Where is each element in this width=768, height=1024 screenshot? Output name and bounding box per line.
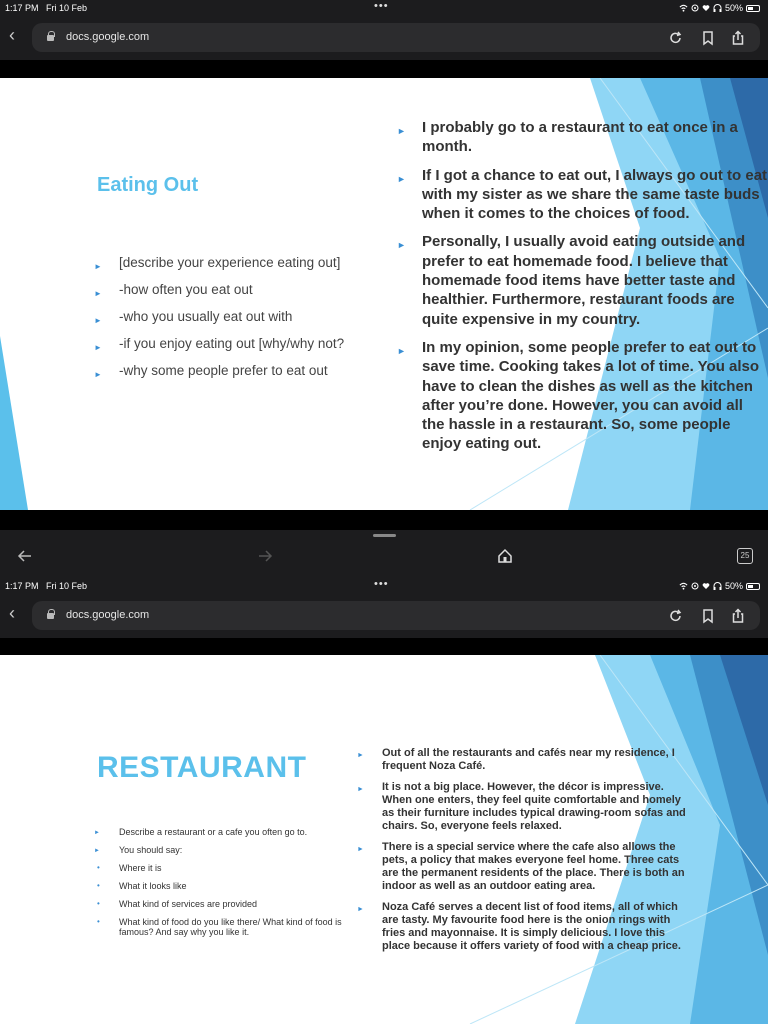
forward-arrow-icon[interactable]	[257, 548, 273, 564]
list-item: ► -why some people prefer to eat out	[94, 361, 384, 380]
browser-toolbar	[0, 16, 768, 60]
list-item: ► -who you usually eat out with	[94, 307, 384, 326]
prompt-list	[94, 827, 362, 945]
home-icon[interactable]	[497, 548, 513, 564]
multitask-dots[interactable]: •••	[374, 578, 389, 590]
bookmark-icon[interactable]	[700, 30, 716, 46]
slide-eating-out	[0, 78, 768, 510]
share-icon[interactable]	[730, 608, 746, 624]
lock-icon	[46, 609, 55, 620]
slide-title: Eating Out	[97, 174, 199, 196]
prompt-list	[94, 253, 384, 388]
split-handle[interactable]	[373, 534, 396, 537]
back-arrow-icon[interactable]	[17, 548, 33, 564]
list-item: ► You should say:	[94, 845, 362, 855]
spacer	[0, 510, 768, 530]
list-item: • What it looks like	[94, 881, 362, 891]
list-item: ► Out of all the restaurants and cafés near my residence, I frequent Noza Café.	[357, 747, 687, 773]
status-time: 1:17 PM Fri 10 Feb	[5, 3, 88, 13]
wifi-icon	[679, 4, 688, 12]
bookmark-icon[interactable]	[700, 608, 716, 624]
heart-icon	[702, 4, 710, 12]
list-item: ► -if you enjoy eating out [why/why not?	[94, 334, 384, 353]
status-bar	[0, 0, 768, 16]
list-item: ► It is not a big place. However, the décor is impressive. When one enters, they feel quite comfortable and homely as their furniture includes typical drawing-room sofas and chairs. So, everyone feels relaxed.	[357, 781, 687, 833]
list-item: ► Noza Café serves a decent list of food items, all of which are tasty. My favourite food here is the onion rings with fries and mayonnaise. It is simply delicious. I love this place because it offers variety of food with a cheap price.	[357, 901, 687, 953]
answer-list	[357, 747, 687, 961]
status-time: 1:17 PM Fri 10 Feb	[5, 581, 88, 591]
battery-icon	[746, 5, 760, 12]
spacer	[0, 638, 768, 655]
address-field[interactable]	[32, 23, 760, 52]
location-icon	[691, 582, 699, 590]
list-item: ► There is a special service where the cafe also allows the pets, a policy that makes everyone feel home. Three cats are the permanent residents of the place. There is both an indoor as well as an outdoor eating area.	[357, 841, 687, 893]
url-text: docs.google.com	[66, 609, 150, 621]
list-item: ► I probably go to a restaurant to eat once in a month.	[397, 118, 768, 157]
list-item: ► If I got a chance to eat out, I always go out to eat with my sister as we share the same taste buds when it comes to the choices of food.	[397, 166, 768, 224]
list-item: • Where it is	[94, 863, 362, 873]
heart-icon	[702, 582, 710, 590]
list-item: ► In my opinion, some people prefer to eat out to save time. Cooking takes a lot of time. You also have to clean the dishes as well as the kitchen after you’re done. However, you can avoid all the hassle in a restaurant. So, some people enjoy eating out.	[397, 338, 768, 454]
bottom-navigation-bar	[0, 530, 768, 578]
back-chevron-icon[interactable]: ‹	[9, 603, 15, 623]
status-icons	[679, 581, 760, 591]
multitask-dots[interactable]: •••	[374, 0, 389, 12]
list-item: ► -how often you eat out	[94, 280, 384, 299]
tabs-count-button[interactable]	[737, 548, 753, 564]
reload-icon[interactable]	[668, 30, 684, 46]
list-item: ► [describe your experience eating out]	[94, 253, 384, 272]
list-item: ► Personally, I usually avoid eating outside and prefer to eat homemade food. I believe that homemade food items have better taste and healthier. Furthermore, restaurant foods are quite expensive in my country.	[397, 232, 768, 328]
status-icons	[679, 3, 760, 13]
list-item: • What kind of food do you like there/ What kind of food is famous? And say why you like it.	[94, 917, 362, 937]
headphones-icon	[713, 582, 722, 590]
url-text: docs.google.com	[66, 31, 150, 43]
battery-icon	[746, 583, 760, 590]
answer-list	[397, 118, 768, 463]
tabs-count: 25	[740, 551, 750, 560]
status-bar	[0, 578, 768, 594]
list-item: ► Describe a restaurant or a cafe you often go to.	[94, 827, 362, 837]
browser-toolbar	[0, 594, 768, 638]
slide-restaurant	[0, 655, 768, 1024]
back-chevron-icon[interactable]: ‹	[9, 25, 15, 45]
battery-percent: 50%	[724, 581, 743, 591]
reload-icon[interactable]	[668, 608, 684, 624]
location-icon	[691, 4, 699, 12]
address-field[interactable]	[32, 601, 760, 630]
list-item: • What kind of services are provided	[94, 899, 362, 909]
slide-title: RESTAURANT	[97, 751, 307, 784]
battery-percent: 50%	[724, 3, 743, 13]
share-icon[interactable]	[730, 30, 746, 46]
lock-icon	[46, 31, 55, 42]
spacer	[0, 60, 768, 78]
headphones-icon	[713, 4, 722, 12]
wifi-icon	[679, 582, 688, 590]
